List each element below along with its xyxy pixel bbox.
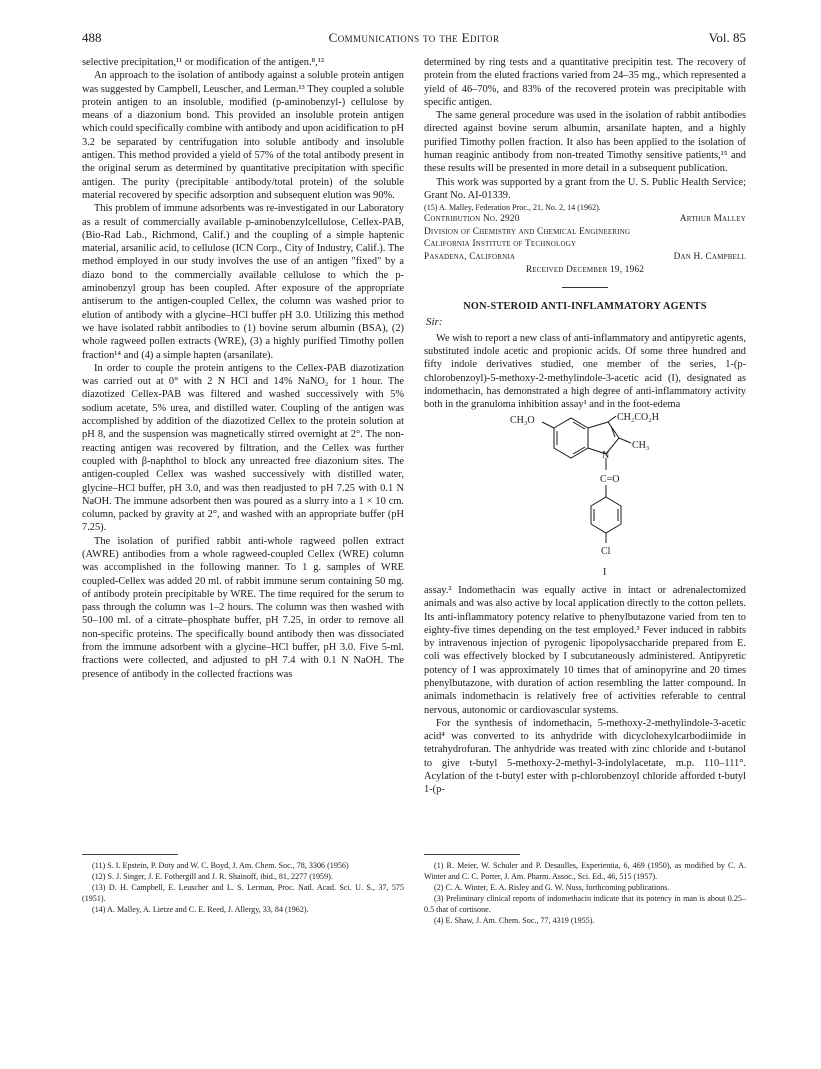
chlorophenyl-ring [591, 497, 621, 533]
acetic-acid-label: CH₂CO₂H [617, 411, 659, 423]
footnote: (11) S. I. Epstein, P. Doty and W. C. Boyd, J. Am. Chem. Soc., 78, 3306 (1956) [92, 861, 349, 870]
footnote: (13) D. H. Campbell, E. Leuscher and L. S. Lerman, Proc. Natl. Acad. Sci. U. S., 37, 575 (1951). [82, 883, 404, 903]
paragraph: In order to couple the protein antigens to the Cellex-PAB diazotization was carried out at 0° with 2 N HCl and 14% NaNO₂ for 1 hour. The diazotized Cellex-PAB was filtered and washed successively with 5% sodium acetate, 5% urea, and distilled water. Coupling of the antigen was accomplished by addition of the diazotized Cellex to the protein solution at pH 8, and the suspension was magnetically stirred overnight at 2°. The non-reacting antigen was recovered by filtration, and the Cellex was further coupled with β-naphthol to block any unreacted free diazonium sites. The antigen-coupled Cellex was washed successively with distilled water, glycine–HCl buffer, pH 3.0, and was then readjusted to pH 7.25 with 0.1 N NaOH. The immune adsorbent then was poured as a slurry into a 1 × 10 cm. column, packed by gravity at 2°, and washed with an appropriate buffer (pH 7.25). [82, 362, 404, 534]
running-title: Communications to the Editor [328, 30, 500, 45]
compound-number: I [603, 566, 607, 578]
methyl-label: CH₃ [632, 439, 650, 451]
signature-block [424, 213, 746, 276]
footnote: (14) A. Malley, A. Lietze and C. E. Reed, J. Allergy, 33, 84 (1962). [92, 905, 309, 914]
paragraph: This work was supported by a grant from the U. S. Public Health Service; Grant No. AI-01339. [424, 176, 746, 201]
footnote: (12) S. J. Singer, J. E. Fothergill and J. R. Shainoff, ibid., 81, 2277 (1959). [92, 872, 333, 881]
chlorine-label: Cl [601, 545, 611, 557]
carbonyl-label: C=O [600, 473, 620, 485]
benzene-ring [554, 418, 588, 458]
section-divider [562, 287, 608, 288]
page-header [82, 30, 746, 48]
page-number: 488 [82, 30, 102, 45]
author-name: Dan H. Campbell [673, 252, 746, 263]
paragraph: We wish to report a new class of anti-inflammatory and antipyretic agents, substituted indole acetic and propionic acids. Of some three hundred and fifty indole derivatives studied, one member of the series, 1-(p-chlorobenzoyl)-5-methoxy-2-methylindole-3-acetic acid (I), designated as indomethacin, has demonstrated a high degree of anti-inflammatory activity both in the granuloma inhibition assay¹ and in the foot-edema [424, 332, 746, 411]
footnote: (2) C. A. Winter, E. A. Risley and G. W. Nuss, forthcoming publications. [434, 883, 670, 892]
institute-name: California Institute of Technology [424, 239, 577, 250]
indomethacin-structure-diagram [424, 412, 746, 580]
paragraph: determined by ring tests and a quantitative precipitin test. The recovery of protein from the eluted fractions varied from 24–35 mg., which represented a yield of 46–70%, and 83% of the recovered protein was precipitable with specific antigen. [424, 57, 746, 108]
right-footnotes [424, 860, 746, 926]
left-footnotes [82, 860, 404, 915]
division-name: Division of Chemistry and Chemical Engineering [424, 226, 631, 237]
institution-location: Pasadena, California [424, 252, 516, 263]
received-date: Received December 19, 1962 [525, 264, 645, 275]
paragraph: This problem of immune adsorbents was re-investigated in our Laboratory as a result of commercially available p-aminobenzylcellulose, Cellex-PAB, (Bio-Rad Lab., Richmond, Calif.) and the coupling of a simple haptenic material, arsanilic acid, to cellulose (ICN Corp., City of Industry, Calif.). The method employed in our study involves the use of an antigen "fixed" by a diazo bond to the commercially available cellulose to which the p-aminobenzyl group has been coupled. After exposure of the appropriate antiserum to the antigen-coupled Cellex, the column was washed prior to elution of antibody with a glycine–HCl buffer pH 3.0. Utilizing this method we have isolated rabbit antibodies to (1) bovine serum albumin (BSA), (2) whole ragweed pollen extracts (WRE), (3) a highly purified Timothy pollen fraction¹⁴ and (4) a simple hapten (arsanilate). [82, 203, 404, 361]
footnote: (3) Preliminary clinical reports of indomethacin indicate that its potency in man is about 0.25–0.5 that of cortisone. [424, 894, 746, 914]
footnote: (4) E. Shaw, J. Am. Chem. Soc., 77, 4319 (1955). [434, 916, 595, 925]
footnote: (1) R. Meier, W. Schuler and P. Desaulles, Experientia, 6, 469 (1950), as modified by C. A. Winter and C. C. Porter, J. Am. Pharm. Assoc., Sci. Ed., 46, 515 (1957). [424, 861, 746, 881]
author-name: Arthur Malley [679, 214, 746, 225]
paragraph: The isolation of purified rabbit anti-whole ragweed pollen extract (AWRE) antibodies from a whole ragweed-coupled Cellex (WRE) column was accomplished in the following manner. To 1 g. samples of WRE coupled-Cellex was added 20 ml. of rabbit immune serum containing 50 mg. of antibody protein precipitable by WRE. The time required for the serum to pass through the column was 1–2 hours. The column was then washed with 50–100 ml. of a citrate–phosphate buffer, pH 7.25, in order to remove all non-specific proteins. The specifically bound antibody then was dissociated from the immune adsorbent with a glycine–HCl buffer, pH 3.0. Five 5-ml. fractions were collected, and adjusted to pH 7.4 with 0.1 N NaOH. The presence of antibody in the collected fractions was [82, 535, 404, 680]
section-title: NON-STEROID ANTI-INFLAMMATORY AGENTS [463, 301, 707, 313]
salutation: Sir: [426, 315, 443, 328]
methoxy-label: CH₃O [510, 414, 535, 426]
footnote-rule [82, 854, 178, 855]
paragraph: An approach to the isolation of antibody against a soluble protein antigen was suggested by Campbell, Leuscher, and Lerman.¹³ They coupled a soluble protein antigen to an insoluble, modified (p-aminobenzyl-) cellulose by means of a diazonium bond. This provided an insoluble protein antigen which could specifically combine with antibody and upon acidification to pH 3.2 be separated by centrifugation into soluble antibody and insoluble antigen. This method provided a yield of 57% of the total antibody present in the original serum as determined by quantitative precipitation with specific antigen. The purity (precipitable antibody/total protein) of the soluble material recovered by specific adsorption and subsequent elution was 90%. [82, 70, 404, 201]
footnote-15: (15) A. Malley, Federation Proc., 21, No. 2, 14 (1962). [424, 203, 601, 213]
paragraph: assay.² Indomethacin was equally active in intact or adrenalectomized animals and was also active by local application directly to the cotton pellets. Its anti-inflammatory potency relative to phenylbutazone varied from ten to eighty-five times depending on the test employed.³ Fever induced in rabbits by intravenous injection of pyrogenic lipopolysaccharide prepared from E. coli was effectively blocked by I subcutaneously administered. Antipyretic potency of I was approximately 10 times that of aminopyrine and 20 times phenylbutazone, with duration of action resembling the latter compound. In animals indomethacin is relatively free of activities referable to central nervous, autonomic or cardiovascular systems. [424, 584, 746, 716]
volume-label: Vol. 85 [708, 30, 746, 45]
contribution-number: Contribution No. 2920 [424, 214, 520, 225]
left-column [82, 56, 404, 681]
nitrogen-label: N [602, 449, 610, 461]
footnote-rule [424, 854, 520, 855]
right-column [424, 56, 746, 797]
paragraph: The same general procedure was used in the isolation of rabbit antibodies directed against bovine serum albumin, arsanilate hapten, and a highly purified Timothy pollen fraction. It also has been applied to the isolation of human reaginic antibody from non-treated Timothy sensitive patients,¹⁵ and these results will be presented in more detail in a subsequent publication. [424, 110, 746, 175]
paragraph: selective precipitation,¹¹ or modification of the antigen.⁸,¹² [82, 57, 325, 68]
paragraph: For the synthesis of indomethacin, 5-methoxy-2-methylindole-3-acetic acid⁴ was converted to its anhydride with dicyclohexylcarbodiimide in tetrahydrofuran. The anhydride was treated with zinc chloride and t-butanol to give t-butyl 5-methoxy-2-methyl-3-indolylacetate, m.p. 110–111°. Acylation of the t-butyl ester with p-chlorobenzoyl chloride afforded t-butyl 1-(p- [424, 717, 746, 796]
